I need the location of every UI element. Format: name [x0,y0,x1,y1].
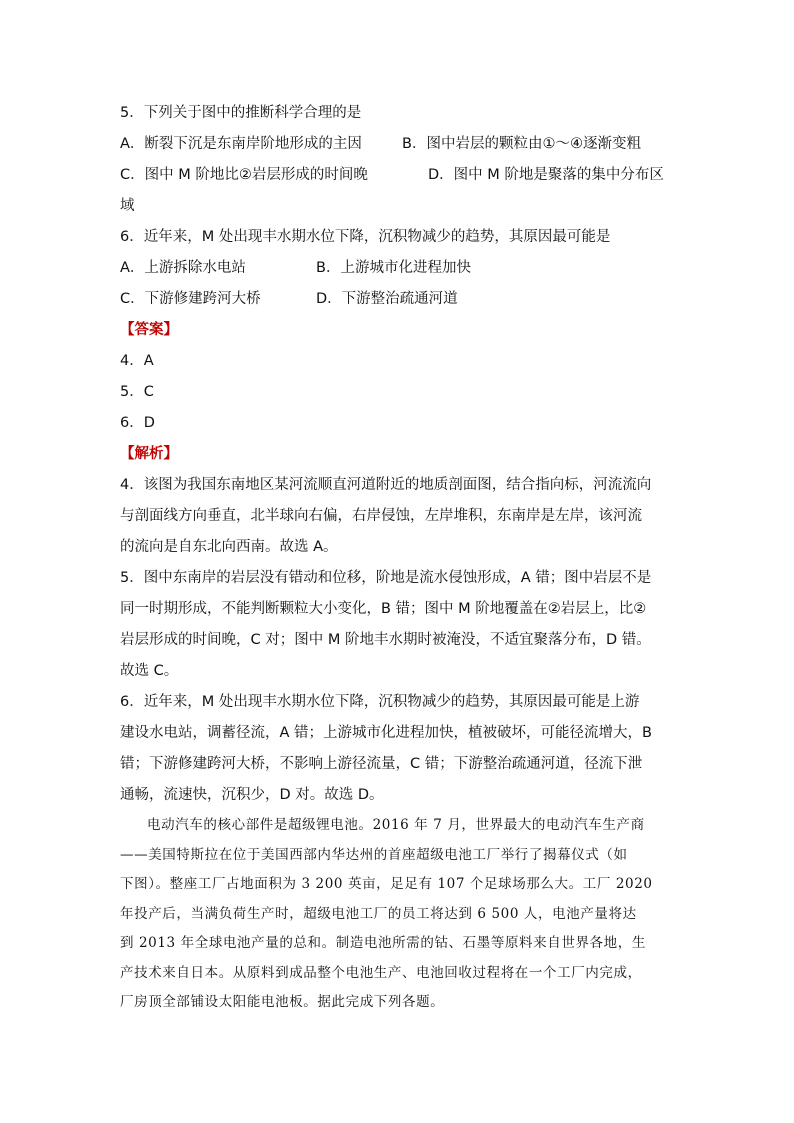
answer-item: 4．A [120,353,154,369]
analysis-line: 5．图中东南岸的岩层没有错动和位移，阶地是流水侵蚀形成，A 错；图中岩层不是 [120,570,652,586]
question-6-option-d: D．下游整治疏通河道 [316,291,458,307]
passage-line: 下图）。整座工厂占地面积为 3 200 英亩，足足有 107 个足球场那么大。工厂 2020 [120,876,653,892]
question-5-options-row-1 [120,129,680,160]
passage-line: 电动汽车的核心部件是超级锂电池。2016 年 7 月，世界最大的电动汽车生产商 [147,817,645,833]
question-6-option-b: B．上游城市化进程加快 [316,260,471,276]
question-5-stem: 5．下列关于图中的推断科学合理的是 [120,105,362,121]
analysis-line: 同一时期形成，不能判断颗粒大小变化，B 错；图中 M 阶地覆盖在②岩层上，比② [120,601,647,617]
question-6-stem: 6．近年来，M 处出现丰水期水位下降，沉积物减少的趋势，其原因最可能是 [120,229,611,245]
analysis-line: 的流向是自东北向西南。故选 A。 [120,539,338,555]
question-5-option-b: B．图中岩层的颗粒由①～④逐渐变粗 [402,136,641,152]
answer-item: 6．D [120,415,155,431]
passage-line: 到 2013 年全球电池产量的总和。制造电池所需的钴、石墨等原料来自世界各地，生 [120,935,646,951]
answer-item: 5．C [120,384,154,400]
analysis-line: 故选 C。 [120,663,179,679]
analysis-line: 错；下游修建跨河大桥，不影响上游径流量，C 错；下游整治疏通河道，径流下泄 [120,756,643,772]
analysis-line: 岩层形成的时间晚，C 对；图中 M 阶地丰水期时被淹没，不适宜聚落分布，D 错。 [120,632,651,648]
question-5-options-row-2 [120,160,680,191]
question-5-option-d-wrap: 域 [120,198,135,214]
analysis-line: 4．该图为我国东南地区某河流顺直河道附近的地质剖面图，结合指向标，河流流向 [120,477,652,493]
question-6-options-row-2 [120,284,680,315]
question-5-option-d: D．图中 M 阶地是聚落的集中分布区 [428,167,664,183]
passage-line: 厂房顶全部铺设太阳能电池板。据此完成下列各题。 [120,994,445,1010]
passage-line: 年投产后，当满负荷生产时，超级电池工厂的员工将达到 6 500 人，电池产量将达 [120,905,637,922]
question-6-option-a: A．上游拆除水电站 [120,260,246,276]
passage-line: 产技术来自日本。从原料到成品整个电池生产、电池回收过程将在一个工厂内完成， [120,964,642,981]
question-5-option-a: A．断裂下沉是东南岸阶地形成的主因 [120,136,362,152]
answer-heading: 【答案】 [120,322,178,338]
question-5-option-c: C．图中 M 阶地比②岩层形成的时间晚 [120,167,368,183]
analysis-line: 与剖面线方向垂直，北半球向右偏，右岸侵蚀，左岸堆积，东南岸是左岸，该河流 [120,508,642,524]
document-page [120,98,680,1018]
question-6-options-row-1 [120,253,680,284]
analysis-heading: 【解析】 [120,446,178,462]
question-6-option-c: C．下游修建跨河大桥 [120,291,261,307]
analysis-line: 通畅，流速快，沉积少，D 对。故选 D。 [120,787,384,803]
analysis-line: 建设水电站，调蓄径流，A 错；上游城市化进程加快，植被破坏，可能径流增大，B [120,725,652,741]
passage-line: ——美国特斯拉在位于美国西部内华达州的首座超级电池工厂举行了揭幕仪式（如 [120,846,628,863]
analysis-line: 6．近年来，M 处出现丰水期水位下降，沉积物减少的趋势，其原因最可能是上游 [120,694,640,710]
